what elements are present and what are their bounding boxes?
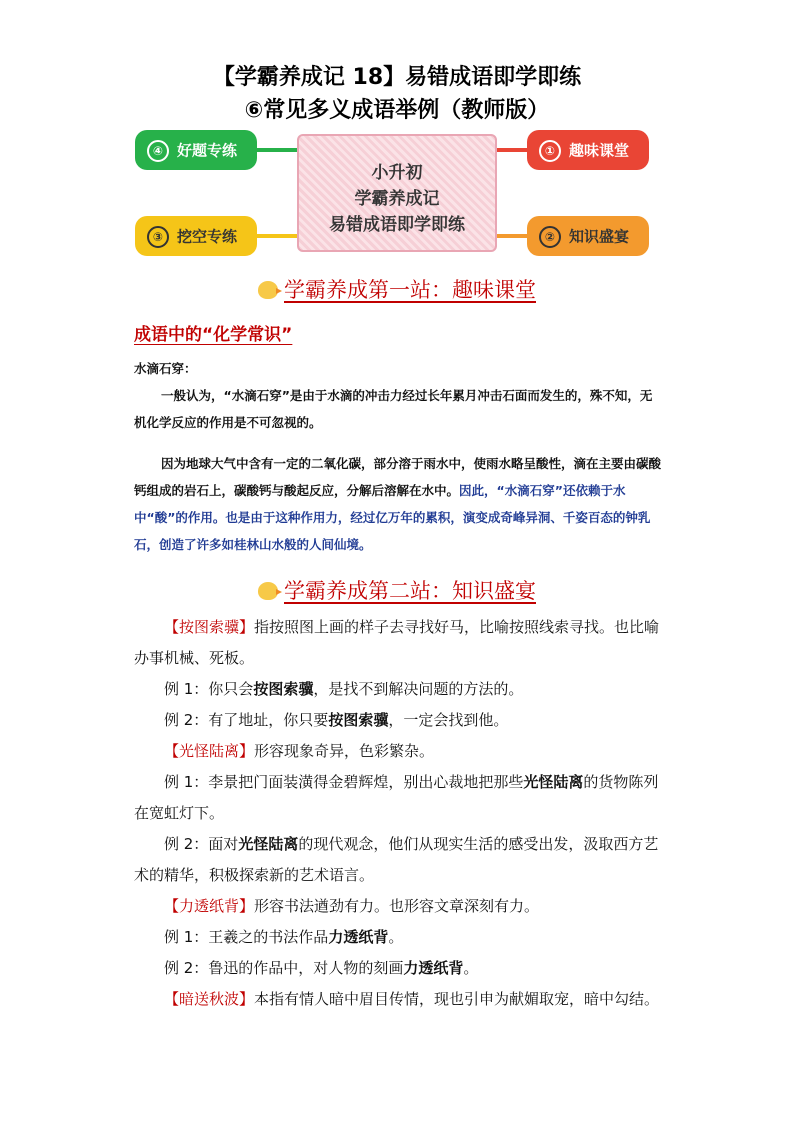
banner-center-box <box>297 134 497 252</box>
idiom-def: 本指有情人暗中眉目传情，现也引申为献媚取宠，暗中勾结。 <box>254 990 660 1008</box>
section-subheading: 成语中的“化学常识” <box>134 325 293 345</box>
example-text: ，是找不到解决问题的方法的。 <box>313 680 524 698</box>
idiom-example <box>134 953 664 984</box>
example-text: 例 2：面对 <box>164 835 239 853</box>
example-keyword: 按图索骥 <box>253 680 314 698</box>
banner-item-fun-class <box>527 130 649 170</box>
number-badge: ③ <box>147 226 169 248</box>
example-keyword: 按图索骥 <box>328 711 389 729</box>
example-text: 的货物陈列在宽虹灯下。 <box>134 773 659 822</box>
banner-center-line: 易错成语即学即练 <box>329 215 465 235</box>
number-badge: ④ <box>147 140 169 162</box>
story-paragraph-1: 一般认为，“水滴石穿”是由于水滴的冲击力经过长年累月冲击石面而发生的，殊不知，无机化学反应的作用是不可忽视的。 <box>134 388 653 430</box>
example-text: 例 2：鲁迅的作品中，对人物的刻画 <box>164 959 404 977</box>
banner-item-label: 好题专练 <box>177 141 238 160</box>
idiom-definition <box>134 612 664 674</box>
banner-item-label: 挖空专练 <box>177 227 238 246</box>
banner-item-knowledge-feast <box>527 216 649 256</box>
story-paragraph-2 <box>134 450 664 558</box>
example-text: 。 <box>388 928 404 946</box>
page-title: 【学霸养成记 18】易错成语即学即练 <box>212 65 582 90</box>
connector-line <box>253 148 303 152</box>
idiom-term: 【力透纸背】 <box>164 897 255 915</box>
example-keyword: 力透纸背 <box>403 959 464 977</box>
section-heading-station-1 <box>0 274 794 304</box>
station-heading-text: 学霸养成第二站：知识盛宴 <box>284 579 536 603</box>
example-text: ，一定会找到他。 <box>388 711 509 729</box>
banner-item-label: 知识盛宴 <box>569 227 630 246</box>
page-subtitle: ⑥常见多义成语举例（教师版） <box>244 98 550 123</box>
idiom-example <box>134 705 664 736</box>
connector-line <box>253 234 303 238</box>
idiom-list <box>134 612 664 1015</box>
example-text: 例 1：你只会 <box>164 680 254 698</box>
number-badge: ② <box>539 226 561 248</box>
idiom-example <box>134 829 664 891</box>
example-keyword: 光怪陆离 <box>523 773 584 791</box>
idiom-example <box>134 674 664 705</box>
idiom-def: 形容现象奇异，色彩繁杂。 <box>254 742 435 760</box>
idiom-example <box>134 767 664 829</box>
idiom-def: 形容书法遒劲有力。也形容文章深刻有力。 <box>254 897 540 915</box>
example-keyword: 力透纸背 <box>328 928 389 946</box>
idiom-term: 【按图索骥】 <box>164 618 255 636</box>
story-text: 因为地球大气中含有一定的二氧化碳，部分溶于雨水中，使雨水略呈酸性，滴在主要由碳酸钙组成的岩石上，碳酸钙与酸起反应，分解后溶解在水中。 <box>134 456 662 498</box>
number-badge: ① <box>539 140 561 162</box>
chick-icon <box>258 582 278 600</box>
idiom-definition <box>134 891 664 922</box>
example-text: 的现代观念，他们从现实生活的感受出发，汲取西方艺术的精华，积极探索新的艺术语言。 <box>134 835 659 884</box>
section-heading-station-2 <box>0 575 794 605</box>
idiom-definition <box>134 736 664 767</box>
story-title: 水滴石穿： <box>134 361 197 376</box>
banner-item-fill-blank <box>135 216 257 256</box>
story-text-highlight: 因此，“水滴石穿”还依赖于水中“酸”的作用。也是由于这种作用力，经过亿万年的累积，演变成奇峰异洞、千姿百态的钟乳石，创造了许多如桂林山水般的人间仙境。 <box>134 483 651 552</box>
example-text: 。 <box>463 959 479 977</box>
idiom-term: 【暗送秋波】 <box>164 990 255 1008</box>
idiom-term: 【光怪陆离】 <box>164 742 255 760</box>
example-text: 例 1：李景把门面装潢得金碧辉煌，别出心裁地把那些 <box>164 773 524 791</box>
idiom-def: 指按照图上画的样子去寻找好马，比喻按照线索寻找。也比喻办事机械、死板。 <box>134 618 660 667</box>
station-heading-text: 学霸养成第一站：趣味课堂 <box>284 278 536 302</box>
idiom-definition <box>134 984 664 1015</box>
mind-map-banner <box>135 128 663 268</box>
example-keyword: 光怪陆离 <box>238 835 299 853</box>
banner-center-line: 小升初 <box>371 163 423 183</box>
idiom-example <box>134 922 664 953</box>
example-text: 例 2：有了地址，你只要 <box>164 711 329 729</box>
banner-item-good-questions <box>135 130 257 170</box>
example-text: 例 1：王羲之的书法作品 <box>164 928 329 946</box>
banner-item-label: 趣味课堂 <box>569 141 630 160</box>
banner-center-line: 学霸养成记 <box>354 189 440 209</box>
chick-icon <box>258 281 278 299</box>
